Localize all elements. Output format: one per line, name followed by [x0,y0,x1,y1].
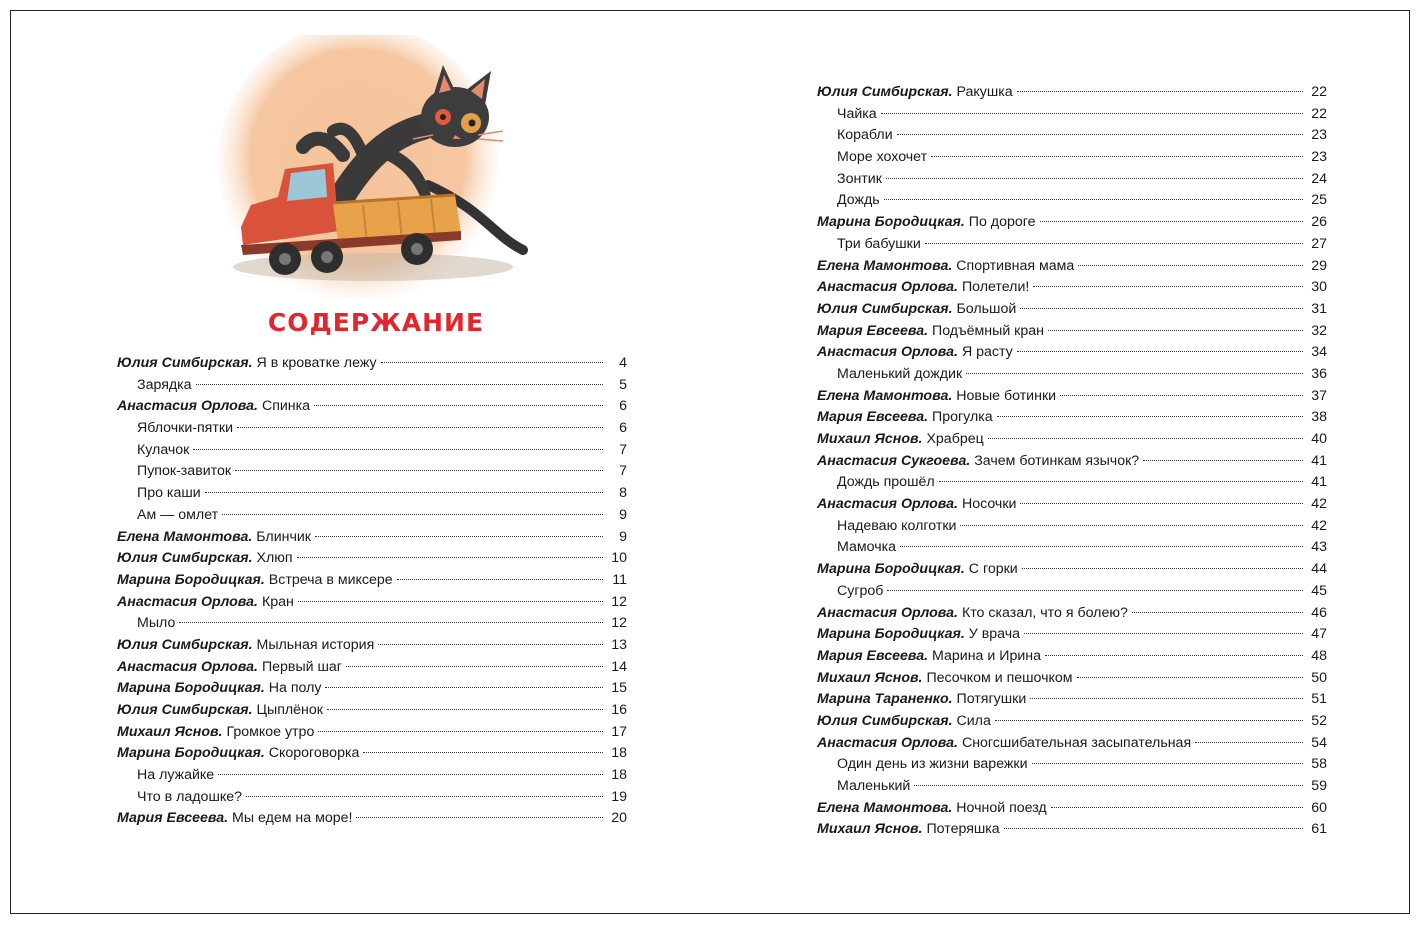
toc-entry-title: Яблочки-пятки [137,420,233,437]
toc-entry-title: Цыплёнок [256,702,323,718]
toc-entry-title: Спинка [261,398,311,415]
toc-leader-dots [381,362,603,363]
toc-leader-dots [886,178,1303,179]
toc-entry-author: Михаил Яснов. [817,669,923,686]
toc-entry-author: Елена Мамонтова. [817,799,953,816]
toc-leader-dots [1017,91,1303,92]
toc-entry-author: Мария Евсеева. [817,322,929,339]
toc-entry [817,516,1327,538]
toc-entry-title: У врача [968,626,1021,643]
toc-leader-dots [222,514,603,515]
toc-leader-dots [193,449,603,450]
toc-leader-dots [356,817,603,818]
toc-entry-title: Ракушка [956,84,1013,100]
toc-leader-dots [1030,698,1303,699]
toc-leader-dots [237,427,603,428]
toc-entry-page: 42 [1311,496,1327,513]
toc-entry [117,635,627,657]
toc-entry-title: Песочком и пешочком [926,669,1073,686]
toc-entry-title: Пупок-завиток [137,463,232,480]
toc-entry-page: 7 [619,463,627,480]
toc-entry-title: Маленький дождик [837,365,963,382]
toc-entry [817,407,1327,429]
toc-entry [817,125,1327,147]
toc-entry-title: Надеваю колготки [837,517,957,534]
toc-entry-title: Три бабушки [837,235,921,252]
toc-leader-dots [1195,742,1303,743]
toc-entry-author: Михаил Яснов. [817,431,923,447]
toc-entry-author: Мария Евсеева. [817,647,929,664]
toc-entry-page: 13 [611,636,627,653]
toc-leader-dots [960,525,1303,526]
toc-leader-dots [1017,351,1303,352]
toc-entry-author: Юлия Симбирская. [817,712,953,729]
toc-entry-title: Маленький [837,778,911,794]
toc-entry-author: Анастасия Орлова. [117,593,258,610]
toc-leader-dots [1077,677,1303,678]
toc-entry-page: 9 [619,506,627,523]
toc-entry-title: Новые ботинки [956,387,1057,404]
toc-entry-title: Встреча в миксере [268,571,393,588]
toc-entry-author: Марина Тараненко. [817,691,953,708]
toc-leader-dots [298,601,603,602]
toc-entry-author: Марина Бородицкая. [817,561,965,578]
toc-entry-author: Юлия Симбирская. [817,84,953,100]
toc-entry-page: 5 [619,376,627,393]
toc-entry-page: 14 [611,658,627,675]
toc-entry [117,592,627,614]
toc-entry [817,776,1327,798]
toc-entry-page: 32 [1311,322,1327,339]
toc-leader-dots [887,590,1303,591]
toc-entry-page: 4 [619,355,627,371]
toc-entry-title: Сила [956,712,991,729]
toc-leader-dots [327,709,603,710]
toc-entry-author: Елена Мамонтова. [117,528,253,545]
toc-entry [817,429,1327,451]
toc-left-column [117,353,627,830]
toc-entry-title: Спортивная мама [956,257,1075,274]
toc-entry-page: 12 [611,615,627,632]
toc-entry [817,711,1327,733]
toc-entry [817,451,1327,473]
toc-entry-author: Юлия Симбирская. [817,300,953,317]
toc-entry [817,581,1327,603]
toc-leader-dots [325,687,603,688]
toc-entry-title: Мыло [137,615,176,632]
toc-leader-dots [363,752,603,753]
toc-entry-page: 18 [611,767,627,784]
toc-entry [817,321,1327,343]
toc-entry-title: Зарядка [137,376,192,393]
toc-leader-dots [900,546,1303,547]
toc-entry-page: 41 [1311,452,1327,469]
toc-entry-title: Что в ладошке? [137,788,242,805]
toc-entry-title: Мамочка [837,539,897,556]
toc-entry-page: 46 [1311,604,1327,621]
toc-entry-page: 36 [1311,365,1327,382]
toc-entry [117,461,627,483]
toc-entry-page: 15 [611,680,627,697]
toc-entry-page: 7 [619,441,627,458]
toc-entry-title: По дороге [968,214,1036,231]
toc-entry [117,505,627,527]
toc-entry [817,624,1327,646]
toc-entry-page: 11 [612,571,627,588]
toc-entry-author: Анастасия Орлова. [117,398,258,415]
toc-leader-dots [346,666,603,667]
toc-entry-page: 60 [1311,799,1327,816]
toc-entry-page: 51 [1311,691,1327,708]
toc-leader-dots [397,579,603,580]
toc-entry-page: 45 [1311,582,1327,599]
toc-entry-title: Дождь прошёл [837,474,935,491]
toc-entry [117,396,627,418]
toc-leader-dots [995,720,1303,721]
toc-entry-page: 58 [1311,756,1327,773]
toc-entry-page: 17 [611,723,627,740]
toc-entry-page: 8 [619,485,627,502]
toc-leader-dots [1060,395,1303,396]
toc-leader-dots [988,438,1303,439]
toc-entry-title: Полетели! [961,279,1030,296]
toc-leader-dots [378,644,603,645]
toc-entry-title: Корабли [837,127,893,144]
toc-leader-dots [914,785,1303,786]
toc-entry-title: Чайка [837,105,877,122]
toc-entry-title: С горки [968,561,1018,578]
toc-entry-page: 24 [1311,170,1327,187]
toc-entry [817,798,1327,820]
toc-entry-page: 31 [1311,300,1327,317]
toc-entry-author: Мария Евсеева. [117,810,229,827]
toc-entry-author: Марина Бородицкая. [817,214,965,231]
toc-entry-title: Ам — омлет [137,506,219,523]
toc-entry [817,472,1327,494]
toc-entry-author: Анастасия Орлова. [817,734,958,751]
toc-entry [817,646,1327,668]
toc-entry-title: Дождь [837,192,880,209]
toc-entry [117,722,627,744]
toc-leader-dots [297,557,603,558]
toc-entry [117,743,627,765]
toc-entry [817,212,1327,234]
toc-entry-title: На лужайке [137,767,215,784]
toc-entry-title: Храбрец [926,431,984,447]
toc-entry-author: Марина Бородицкая. [117,745,265,762]
toc-leader-dots [939,481,1303,482]
toc-entry [817,733,1327,755]
toc-entry-author: Анастасия Орлова. [817,604,958,621]
toc-leader-dots [1051,807,1303,808]
toc-entry-page: 25 [1311,192,1327,209]
toc-entry [817,668,1327,690]
toc-leader-dots [884,199,1303,200]
toc-entry [817,754,1327,776]
toc-entry-page: 16 [611,702,627,718]
toc-entry-title: Сногсшибательная засыпательная [961,734,1192,751]
toc-leader-dots [1033,286,1303,287]
toc-entry [817,190,1327,212]
toc-leader-dots [1032,763,1303,764]
toc-leader-dots [179,622,603,623]
toc-entry-title: Кулачок [137,441,190,458]
toc-entry [117,808,627,830]
toc-entry-page: 52 [1311,712,1327,729]
toc-entry-page: 30 [1311,279,1327,296]
toc-entry-author: Анастасия Орлова. [817,496,958,513]
toc-entry-title: Один день из жизни варежки [837,756,1028,773]
toc-entry [117,700,627,722]
toc-entry [817,256,1327,278]
toc-leader-dots [314,405,603,406]
toc-leader-dots [235,470,603,471]
toc-entry [117,765,627,787]
toc-leader-dots [1022,568,1303,569]
toc-entry-page: 59 [1311,778,1327,794]
toc-leader-dots [1020,308,1303,309]
toc-entry [817,537,1327,559]
toc-entry [817,299,1327,321]
toc-entry-page: 34 [1311,344,1327,361]
toc-leader-dots [897,134,1303,135]
toc-entry [117,787,627,809]
toc-entry-author: Юлия Симбирская. [117,636,253,653]
toc-entry [817,169,1327,191]
toc-entry-page: 48 [1311,647,1327,664]
toc-entry-page: 6 [619,398,627,415]
toc-leader-dots [218,774,603,775]
toc-entry-title: Прогулка [932,409,993,426]
toc-entry-author: Марина Бородицкая. [117,680,265,697]
toc-entry-author: Анастасия Орлова. [817,344,958,361]
toc-leader-dots [1078,265,1303,266]
toc-entry [817,277,1327,299]
toc-entry-author: Анастасия Орлова. [817,279,958,296]
toc-entry-author: Юлия Симбирская. [117,355,253,371]
toc-entry-title: Про каши [137,485,201,502]
toc-entry [117,353,627,375]
toc-entry [117,483,627,505]
toc-entry-page: 20 [611,810,627,827]
toc-entry-title: Зонтик [837,170,882,187]
toc-entry-page: 41 [1311,474,1327,491]
toc-entry-page: 19 [611,788,627,805]
toc-entry [817,364,1327,386]
toc-entry-title: На полу [268,680,322,697]
toc-entry [117,527,627,549]
toc-leader-dots [931,156,1303,157]
toc-leader-dots [205,492,603,493]
toc-entry-author: Елена Мамонтова. [817,387,953,404]
toc-leader-dots [1048,330,1303,331]
toc-leader-dots [246,796,603,797]
toc-entry-author: Мария Евсеева. [817,409,929,426]
toc-entry-title: Большой [956,300,1017,317]
toc-entry [817,819,1327,841]
toc-entry-page: 54 [1311,734,1327,751]
toc-entry-title: Скороговорка [268,745,360,762]
toc-leader-dots [881,113,1303,114]
toc-entry-title: Подъёмный кран [932,322,1045,339]
toc-entry-page: 37 [1311,387,1327,404]
toc-entry-author: Михаил Яснов. [117,723,223,740]
toc-entry-page: 27 [1311,235,1327,252]
toc-entry-author: Елена Мамонтова. [817,257,953,274]
book-spread [10,10,1410,914]
toc-entry-page: 9 [619,528,627,545]
toc-entry-page: 22 [1311,105,1327,122]
toc-entry-title: Я в кроватке лежу [256,355,377,371]
toc-entry [817,82,1327,104]
toc-entry-title: Ночной поезд [956,799,1047,816]
toc-leader-dots [196,384,603,385]
cat-in-truck-illustration [193,35,563,299]
toc-leader-dots [1020,503,1303,504]
toc-entry [117,678,627,700]
toc-entry [817,234,1327,256]
toc-entry-page: 6 [619,420,627,437]
toc-entry-title: Кто сказал, что я болею? [961,604,1128,621]
toc-entry-page: 22 [1311,84,1327,100]
toc-entry-title: Марина и Ирина [932,647,1041,664]
toc-entry-title: Потеряшка [926,821,1000,838]
toc-entry-title: Сугроб [837,582,884,599]
toc-right-column [817,82,1327,841]
toc-leader-dots [1024,633,1303,634]
toc-entry-title: Потягушки [956,691,1027,708]
toc-entry-page: 29 [1311,257,1327,274]
toc-entry [117,440,627,462]
toc-entry-page: 23 [1311,127,1327,144]
toc-entry-author: Юлия Симбирская. [117,550,253,567]
toc-entry-page: 50 [1311,669,1327,686]
toc-entry-page: 26 [1311,214,1327,231]
toc-entry-title: Громкое утро [226,723,315,740]
toc-entry [117,418,627,440]
toc-entry-title: Море хохочет [837,149,928,166]
toc-leader-dots [966,373,1303,374]
toc-entry [817,494,1327,516]
toc-entry-page: 44 [1311,561,1327,578]
toc-entry-title: Первый шаг [261,658,342,675]
toc-entry-page: 61 [1311,821,1327,838]
toc-entry [817,603,1327,625]
toc-entry-author: Анастасия Сукгоева. [817,452,971,469]
toc-entry [117,613,627,635]
toc-entry-page: 12 [611,593,627,610]
toc-entry [117,657,627,679]
toc-leader-dots [1045,655,1303,656]
toc-entry [817,386,1327,408]
toc-entry-page: 43 [1311,539,1327,556]
toc-entry-author: Анастасия Орлова. [117,658,258,675]
toc-entry [817,342,1327,364]
toc-entry-title: Зачем ботинкам язычок? [974,452,1140,469]
toc-leader-dots [925,243,1303,244]
toc-entry-title: Хлюп [256,550,293,567]
toc-entry-title: Кран [261,593,294,610]
toc-entry-title: Мы едем на море! [232,810,353,827]
toc-entry-title: Блинчик [256,528,311,545]
toc-entry-title: Носочки [961,496,1017,513]
toc-entry-page: 10 [611,550,627,567]
toc-entry-author: Юлия Симбирская. [117,702,253,718]
toc-entry [817,147,1327,169]
toc-entry [117,570,627,592]
toc-entry-page: 47 [1311,626,1327,643]
toc-entry-page: 42 [1311,517,1327,534]
toc-entry [817,559,1327,581]
toc-entry-author: Марина Бородицкая. [817,626,965,643]
toc-leader-dots [1132,612,1303,613]
toc-leader-dots [1004,828,1303,829]
toc-leader-dots [315,536,603,537]
toc-leader-dots [1143,460,1303,461]
toc-entry [117,548,627,570]
toc-leader-dots [997,416,1303,417]
toc-entry-title: Я расту [961,344,1013,361]
toc-entry-page: 18 [611,745,627,762]
toc-leader-dots [1040,221,1304,222]
toc-entry-page: 23 [1311,149,1327,166]
toc-entry-author: Марина Бородицкая. [117,571,265,588]
toc-entry-page: 38 [1311,409,1327,426]
toc-entry-page: 40 [1311,431,1327,447]
toc-entry-author: Михаил Яснов. [817,821,923,838]
toc-entry [117,375,627,397]
toc-entry [817,104,1327,126]
toc-entry [817,689,1327,711]
toc-heading: СОДЕРЖАНИЕ [267,308,485,337]
toc-leader-dots [318,731,603,732]
toc-entry-title: Мыльная история [256,636,375,653]
